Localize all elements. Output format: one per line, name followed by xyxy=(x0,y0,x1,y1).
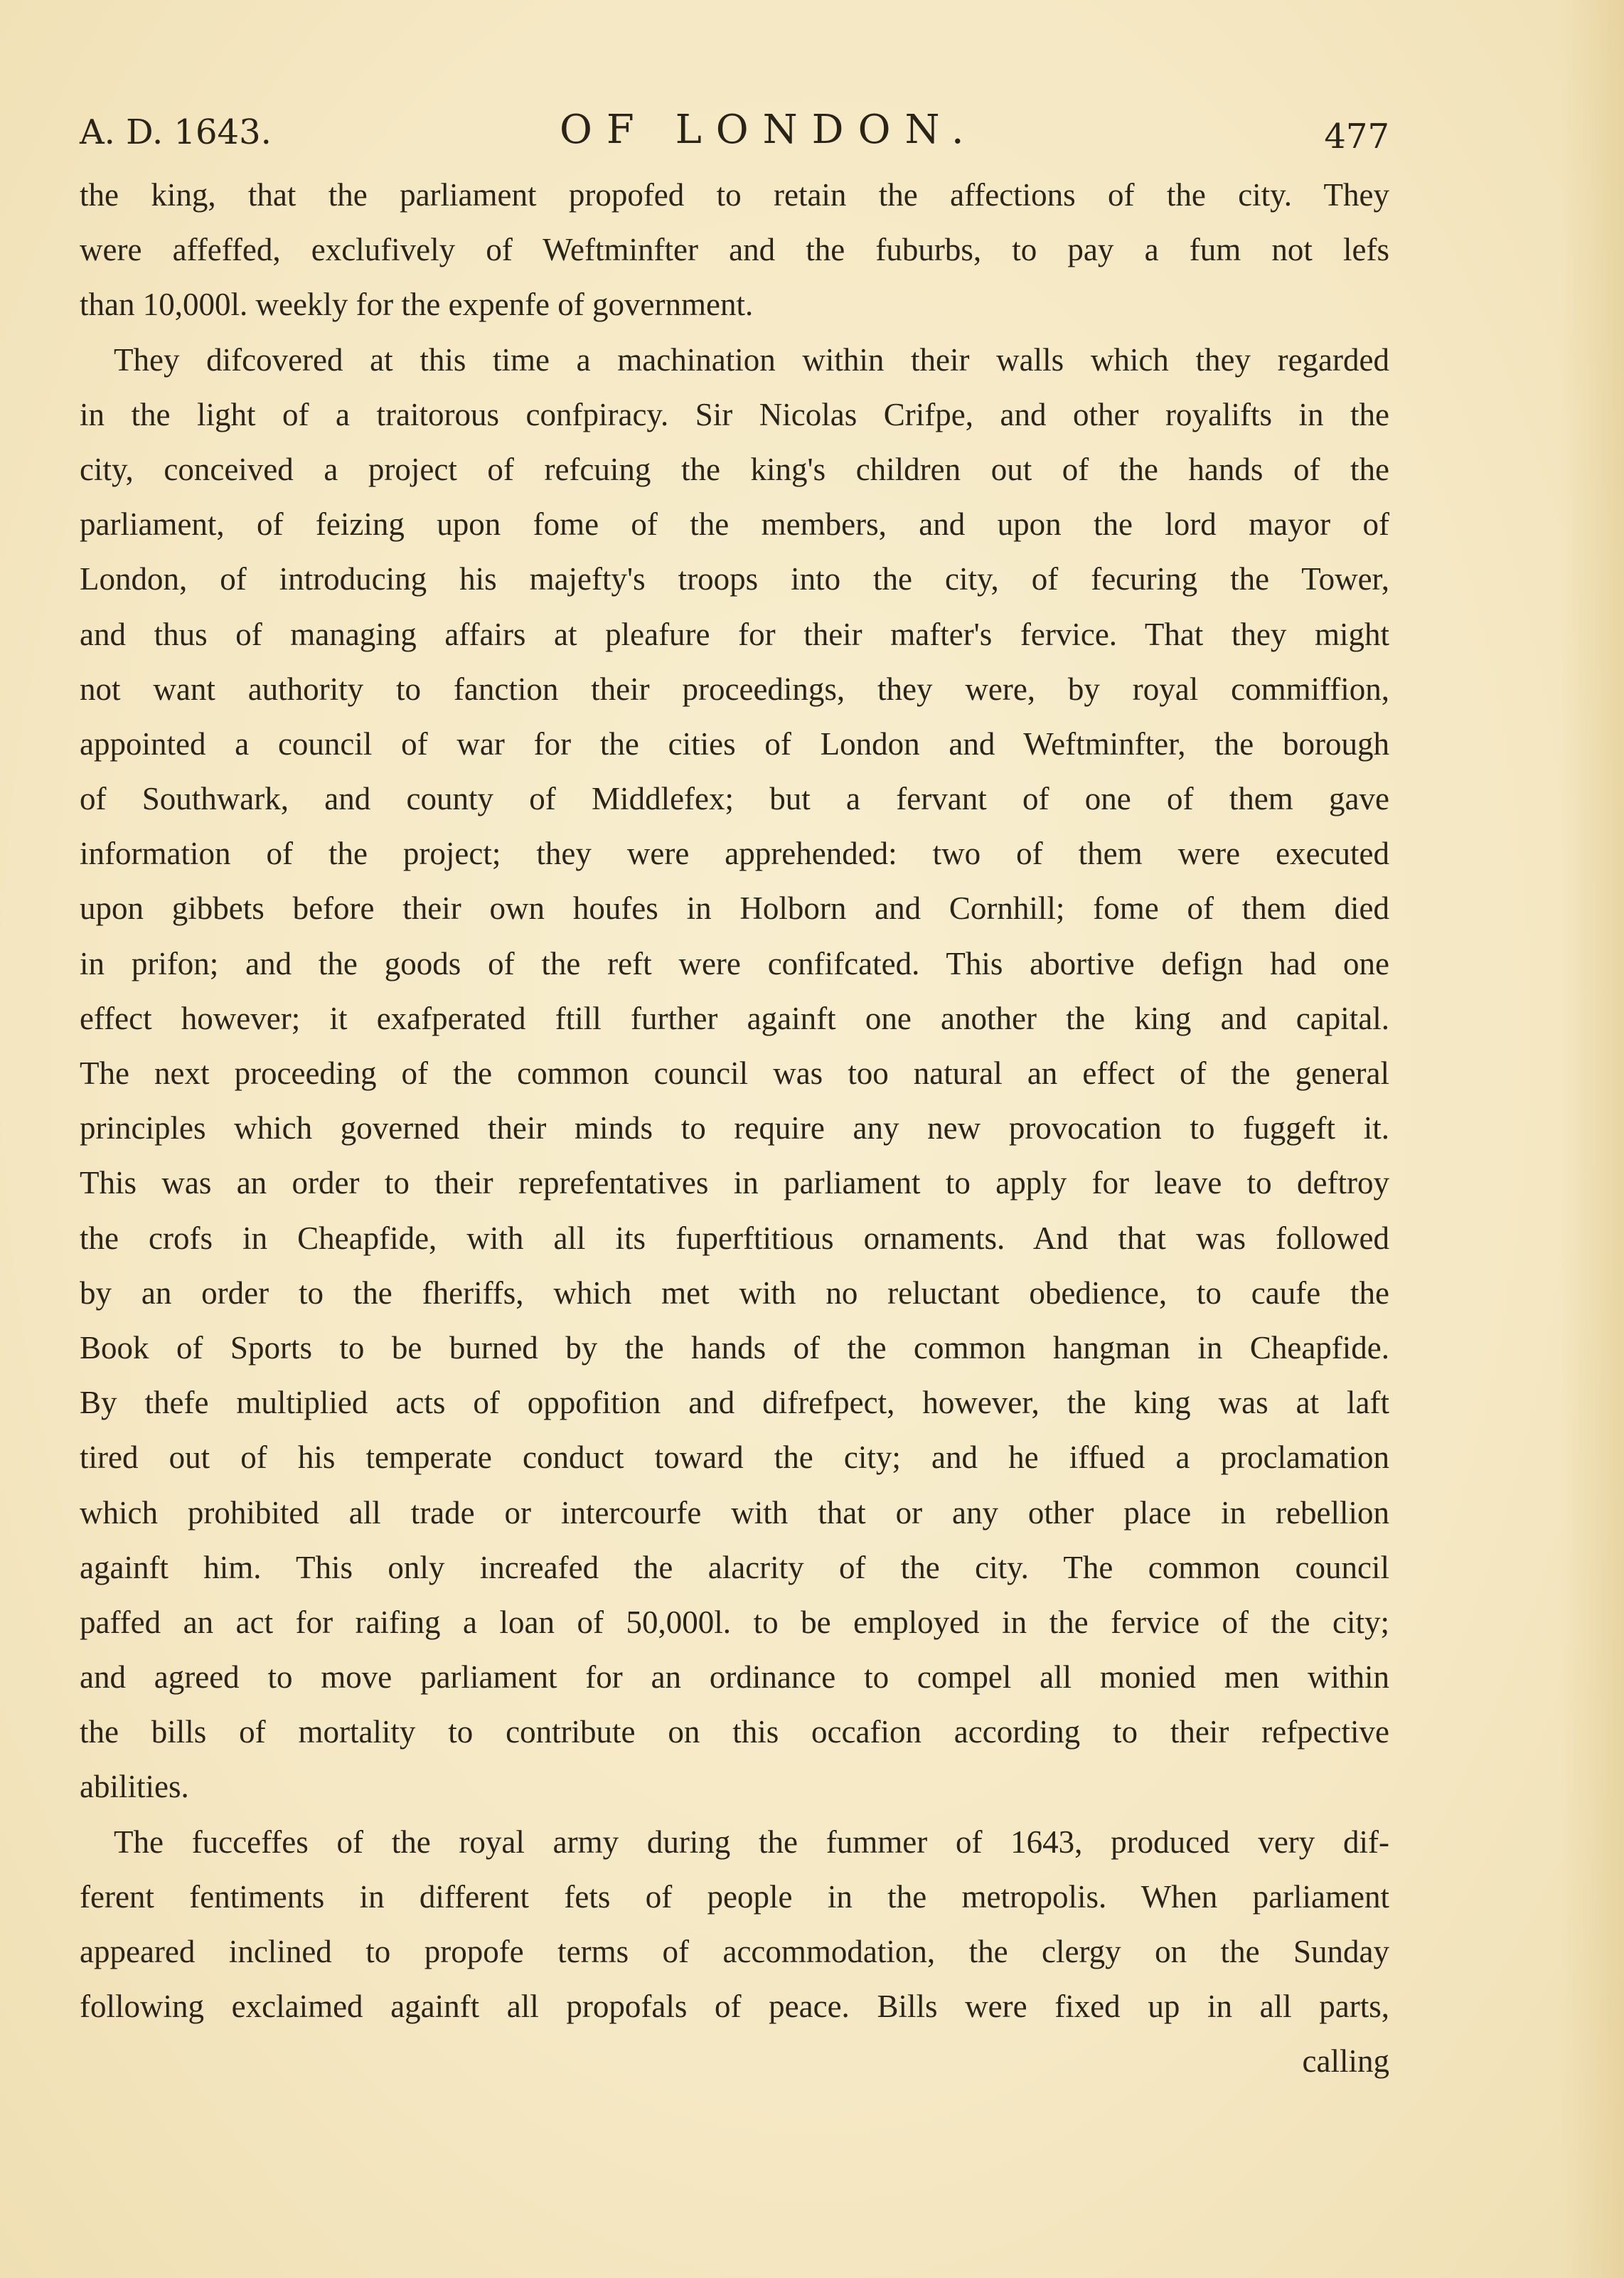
text-line: London, of introducing his majefty's troops into the city, of fecuring the Tower, xyxy=(80,561,1389,597)
body-text xyxy=(80,168,1389,2090)
text-line: Book of Sports to be burned by the hands of the common hangman in Cheapfide. xyxy=(80,1329,1389,1366)
text-line: ferent fentiments in different fets of people in the metropolis. When parliament xyxy=(80,1878,1389,1915)
running-header xyxy=(80,107,1389,156)
header-year: A. D. 1643. xyxy=(80,112,272,152)
text-line: parliament, of feizing upon fome of the members, and upon the lord mayor of xyxy=(80,506,1389,543)
text-line: the crofs in Cheapfide, with all its fuperftitious ornaments. And that was followed xyxy=(80,1220,1389,1256)
text-line: city, conceived a project of refcuing the king's children out of the hands of the xyxy=(80,451,1389,487)
text-line: againft him. This only increafed the alacrity of the city. The common council xyxy=(80,1549,1389,1585)
text-line: The fucceffes of the royal army during the fummer of 1643, produced very dif- xyxy=(114,1824,1389,1860)
text-line: The next proceeding of the common council was too natural an effect of the general xyxy=(80,1055,1389,1091)
text-line: principles which governed their minds to require any new provocation to fuggeft it. xyxy=(80,1110,1389,1146)
text-line: information of the project; they were apprehended: two of them were executed xyxy=(80,836,1389,872)
text-line: which prohibited all trade or intercourfe with that or any other place in rebellion xyxy=(80,1494,1389,1531)
text-line: by an order to the fheriffs, which met with no reluctant obedience, to caufe the xyxy=(80,1274,1389,1311)
text-line: the bills of mortality to contribute on this occafion according to their refpective xyxy=(80,1714,1389,1750)
text-line: than 10,000l. weekly for the expenfe of government. xyxy=(80,287,754,323)
text-line: in prifon; and the goods of the reft were confifcated. This abortive defign had one xyxy=(80,945,1389,981)
text-line: and thus of managing affairs at pleafure for their mafter's fervice. That they might xyxy=(80,616,1389,652)
text-line: By thefe multiplied acts of oppofition and difrefpect, however, the king was at laft xyxy=(80,1385,1389,1421)
text-line: appointed a council of war for the cities of London and Weftminfter, the borough xyxy=(80,725,1389,762)
catchword: calling xyxy=(1302,2043,1389,2080)
text-line: paffed an act for raifing a loan of 50,000l. to be employed in the fervice of the city; xyxy=(80,1604,1389,1640)
page-number: 477 xyxy=(1324,117,1389,156)
text-line: They difcovered at this time a machination within their walls which they regarded xyxy=(114,341,1389,378)
text-line: abilities. xyxy=(80,1769,189,1805)
text-line: in the light of a traitorous confpiracy. Sir Nicolas Crifpe, and other royalifts in the xyxy=(80,396,1389,432)
text-line: following exclaimed againft all propofals of peace. Bills were fixed up in all parts, xyxy=(80,1989,1389,2025)
text-line: of Southwark, and county of Middlefex; but a fervant of one of them gave xyxy=(80,781,1389,817)
text-line: upon gibbets before their own houfes in Holborn and Cornhill; fome of them died xyxy=(80,890,1389,927)
text-line: This was an order to their reprefentatives in parliament to apply for leave to deftroy xyxy=(80,1165,1389,1201)
text-line: not want authority to fanction their proceedings, they were, by royal commiffion, xyxy=(80,671,1389,707)
text-line: tired out of his temperate conduct toward the city; and he iffued a proclamation xyxy=(80,1439,1389,1476)
text-line: the king, that the parliament propofed to retain the affections of the city. They xyxy=(80,177,1389,213)
text-line: and agreed to move parliament for an ordinance to compel all monied men within xyxy=(80,1659,1389,1696)
text-line: appeared inclined to propofe terms of accommodation, the clergy on the Sunday xyxy=(80,1934,1389,1969)
header-title: OF LONDON. xyxy=(560,107,978,153)
text-line: effect however; it exafperated ftill further againft one another the king and capital. xyxy=(80,1000,1389,1036)
text-line: were affeffed, exclufively of Weftminfter and the fuburbs, to pay a fum not lefs xyxy=(80,232,1389,268)
